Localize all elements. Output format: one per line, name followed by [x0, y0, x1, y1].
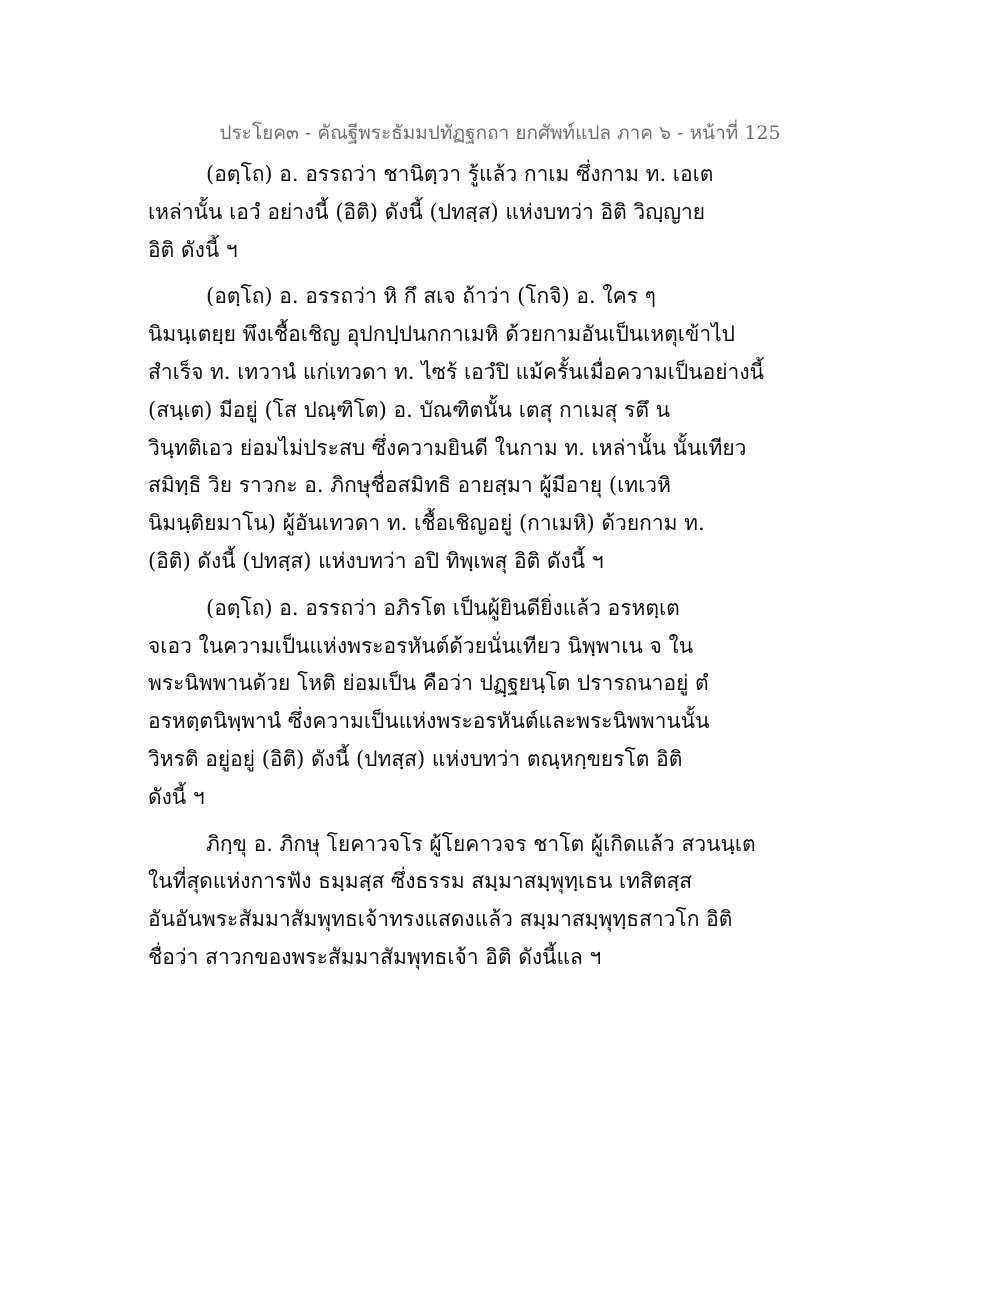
- text-line: (อิติ) ดังนี้ (ปทสฺส) แห่งบทว่า อปิ ทิพฺเพสุ อิติ ดังนี้ ฯ: [148, 548, 604, 573]
- text-line: (อตฺโถ) อ. อรรถว่า ชานิตฺวา รู้แล้ว กาเม ซึ่งกาม ท. เอเต: [206, 162, 714, 186]
- text-line: อันอันพระสัมมาสัมพุทธเจ้าทรงแสดงแล้ว สมฺมาสมฺพุทฺธสาวโก อิติ: [148, 907, 733, 932]
- text-line: ในที่สุดแห่งการฟัง ธมฺมสฺส ซึ่งธรรม สมฺมาสมฺพุทฺเธน เทสิตสฺส: [148, 869, 693, 894]
- text-line: ชื่อว่า สาวกของพระสัมมาสัมพุทธเจ้า อิติ ดังนี้แล ฯ: [148, 944, 602, 969]
- text-line: (อตฺโถ) อ. อรรถว่า อภิรโต เป็นผู้ยินดียิ่งแล้ว อรหตฺเต: [206, 595, 680, 620]
- text-line: เหล่านั้น เอวํ อย่างนี้ (อิติ) ดังนี้ (ปทสฺส) แห่งบทว่า อิติ วิญฺญาย: [148, 199, 706, 224]
- text-line: สมิทฺธิ วิย ราวกะ อ. ภิกษุชื่อสมิทธิ อายสฺมา ผู้มีอายุ (เทเวหิ: [148, 473, 671, 498]
- text-line: สำเร็จ ท. เทวานํ แก่เทวดา ท. ไซร้ เอวํปิ แม้ครั้นเมื่อความเป็นอย่างนี้: [148, 359, 764, 384]
- text-line: (สนฺเต) มีอยู่ (โส ปณฺฑิโต) อ. บัณฑิตนั้น เตสุ กาเมสุ รตึ น: [148, 397, 670, 422]
- text-line: อิติ ดังนี้ ฯ: [148, 237, 238, 262]
- paragraph: [148, 278, 764, 580]
- body-text: [148, 156, 764, 977]
- paragraph: [148, 156, 748, 269]
- paragraph: [148, 826, 756, 977]
- page-header: ประโยค๓ - คัณฐีพระธัมมปทัฏฐกถา ยกศัพท์แปล ภาค ๖ - หน้าที่ 125: [219, 122, 781, 144]
- text-line: พระนิพพานด้วย โหติ ย่อมเป็น คือว่า ปฏฺฐยนฺโต ปรารถนาอยู่ ตํ: [148, 671, 709, 696]
- text-line: จเอว ในความเป็นแห่งพระอรหันต์ด้วยนั่นเทียว นิพฺพาเน จ ใน: [148, 633, 694, 658]
- text-line: นิมนฺติยมาโน) ผู้อันเทวดา ท. เชื้อเชิญอยู่ (กาเมหิ) ด้วยกาม ท.: [148, 511, 705, 536]
- text-line: ภิกฺขุ อ. ภิกษุ โยคาวจโร ผู้โยคาวจร ชาโต ผู้เกิดแล้ว สวนนฺเต: [206, 831, 756, 856]
- text-line: วิหรติ อยู่อยู่ (อิติ) ดังนี้ (ปทสฺส) แห่งบทว่า ตณฺหกฺขยรโต อิติ: [148, 746, 683, 771]
- text-line: ดังนี้ ฯ: [148, 784, 205, 809]
- text-line: วินฺทติเอว ย่อมไม่ประสบ ซึ่งความยินดี ในกาม ท. เหล่านั้น นั้นเทียว: [148, 435, 747, 460]
- text-line: (อตฺโถ) อ. อรรถว่า หิ กึ สเจ ถ้าว่า (โกจิ) อ. ใคร ๆ: [206, 284, 656, 309]
- paragraph: [148, 590, 748, 817]
- text-line: นิมนฺเตยฺย พึงเชื้อเชิญ อุปกปฺปนกกาเมหิ ด้วยกามอันเป็นเหตุเข้าไป: [148, 322, 736, 347]
- text-line: อรหตฺตนิพฺพานํ ซึ่งความเป็นแห่งพระอรหันต์และพระนิพพานนั้น: [148, 709, 710, 734]
